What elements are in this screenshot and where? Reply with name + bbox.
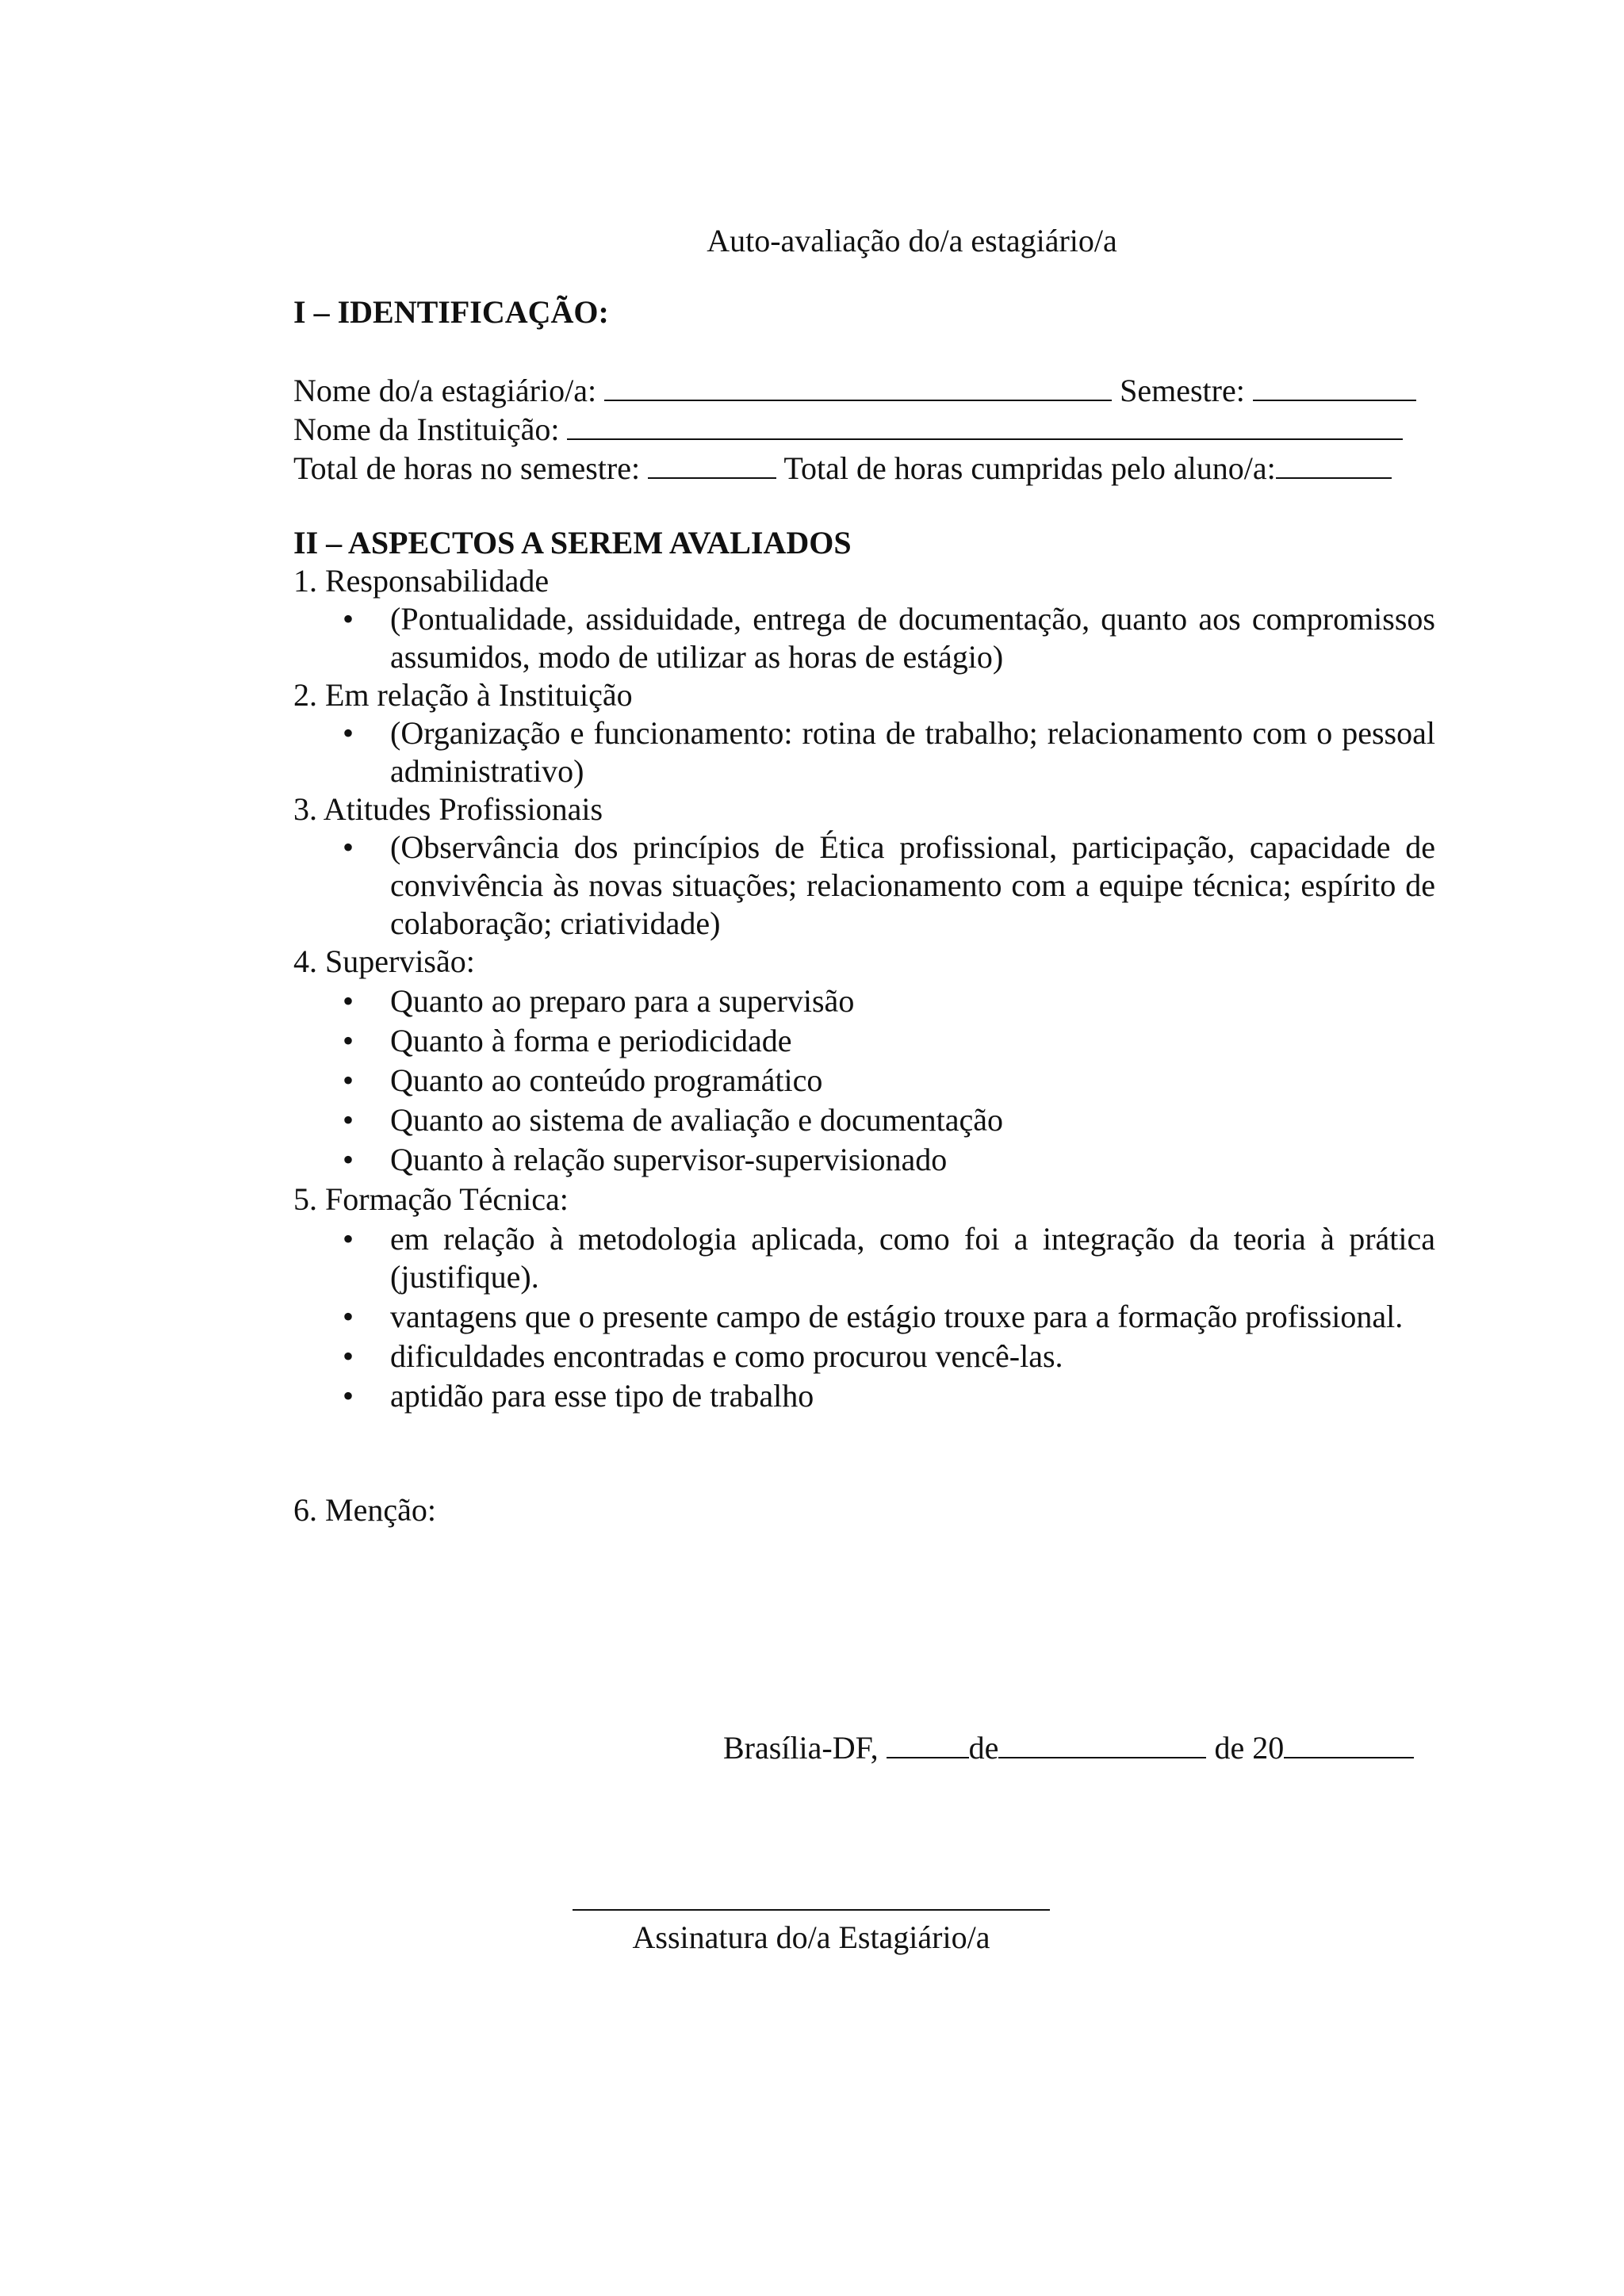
city-label: Brasília-DF,	[723, 1730, 879, 1766]
de-label-1: de	[968, 1730, 999, 1766]
bullet-text: aptidão para esse tipo de trabalho	[390, 1378, 814, 1414]
aspecto-label: 1. Responsabilidade	[293, 563, 550, 599]
bullet-item	[293, 1377, 1435, 1415]
aspecto-item	[293, 562, 1435, 676]
bullet-text: dificuldades encontradas e como procurou vencê-las.	[390, 1338, 1063, 1374]
bullet-dot-icon: •	[343, 1299, 354, 1334]
bullet-dot-icon: •	[343, 1378, 354, 1414]
nome-instituicao-blank[interactable]	[567, 410, 1403, 440]
de-label-2: de 20	[1214, 1730, 1285, 1766]
nome-instituicao-label: Nome da Instituição:	[293, 411, 560, 447]
day-blank[interactable]	[887, 1728, 969, 1758]
document-title: Auto-avaliação do/a estagiário/a	[707, 223, 1117, 258]
bullet-item	[293, 1298, 1435, 1336]
year-blank[interactable]	[1284, 1728, 1414, 1758]
aspecto-item	[293, 790, 1435, 943]
bullet-item	[293, 982, 1435, 1020]
signature-line[interactable]	[573, 1909, 1050, 1911]
month-blank[interactable]	[998, 1728, 1206, 1758]
bullet-item	[293, 1337, 1435, 1376]
bullet-text: (Observância dos princípios de Ética profissional, participação, capacidade de convivência às novas situações; relacionamento com a equipe técnica; espírito de colaboração; criatividade)	[390, 829, 1435, 941]
bullet-item	[293, 1101, 1435, 1139]
bullet-text: (Organização e funcionamento: rotina de trabalho; relacionamento com o pessoal administrativo)	[390, 715, 1435, 789]
semestre-label: Semestre:	[1120, 373, 1245, 408]
aspecto-bullets	[293, 714, 1435, 790]
bullet-text: em relação à metodologia aplicada, como foi a integração da teoria à prática (justifique).	[390, 1221, 1435, 1295]
bullet-item	[293, 828, 1435, 943]
bullet-dot-icon: •	[343, 1102, 354, 1138]
aspecto-label: 3. Atitudes Profissionais	[293, 791, 603, 827]
aspecto-bullets	[293, 1220, 1435, 1415]
bullet-text: Quanto à relação supervisor-supervisionado	[390, 1142, 948, 1177]
aspecto-bullets	[293, 600, 1435, 676]
bullet-item	[293, 1022, 1435, 1060]
bullet-dot-icon: •	[343, 983, 354, 1019]
aspecto-item	[293, 943, 1435, 1179]
nome-estagiario-label: Nome do/a estagiário/a:	[293, 373, 597, 408]
bullet-item	[293, 1062, 1435, 1100]
bullet-item	[293, 1141, 1435, 1179]
aspectos-heading: II – ASPECTOS A SEREM AVALIADOS	[293, 525, 852, 561]
semestre-blank[interactable]	[1253, 371, 1416, 401]
bullet-text: Quanto à forma e periodicidade	[390, 1023, 792, 1058]
bullet-text: Quanto ao preparo para a supervisão	[390, 983, 855, 1019]
bullet-item	[293, 714, 1435, 790]
bullet-text: Quanto ao conteúdo programático	[390, 1062, 823, 1098]
aspecto-bullets	[293, 982, 1435, 1179]
aspecto-label: 4. Supervisão:	[293, 943, 475, 979]
mencao-label: 6. Menção:	[293, 1492, 436, 1528]
bullet-text: vantagens que o presente campo de estágio trouxe para a formação profissional.	[390, 1299, 1404, 1334]
aspecto-item	[293, 676, 1435, 790]
identificacao-heading: I – IDENTIFICAÇÃO:	[293, 294, 609, 330]
bullet-dot-icon: •	[343, 715, 354, 751]
bullet-text: Quanto ao sistema de avaliação e documentação	[390, 1102, 1003, 1138]
bullet-item	[293, 1220, 1435, 1296]
bullet-dot-icon: •	[343, 1221, 354, 1257]
bullet-dot-icon: •	[343, 1023, 354, 1058]
document-content	[293, 222, 1435, 1561]
total-cumpridas-blank[interactable]	[1276, 449, 1392, 479]
aspecto-item	[293, 1181, 1435, 1415]
total-horas-blank[interactable]	[648, 449, 776, 479]
aspecto-bullets	[293, 828, 1435, 943]
total-horas-row	[293, 449, 1435, 488]
nome-instituicao-row	[293, 410, 1435, 449]
bullet-dot-icon: •	[343, 829, 354, 865]
date-line	[723, 1728, 1414, 1767]
nome-estagiario-row	[293, 371, 1435, 410]
bullet-item	[293, 600, 1435, 676]
bullet-dot-icon: •	[343, 1338, 354, 1374]
aspecto-label: 2. Em relação à Instituição	[293, 677, 633, 713]
nome-estagiario-blank[interactable]	[604, 371, 1112, 401]
aspecto-label: 5. Formação Técnica:	[293, 1181, 569, 1217]
bullet-dot-icon: •	[343, 1062, 354, 1098]
bullet-dot-icon: •	[343, 1142, 354, 1177]
signature-label: Assinatura do/a Estagiário/a	[632, 1919, 990, 1955]
bullet-dot-icon: •	[343, 601, 354, 637]
total-cumpridas-label: Total de horas cumpridas pelo aluno/a:	[783, 450, 1276, 486]
identificacao-fields	[293, 371, 1435, 488]
total-horas-label: Total de horas no semestre:	[293, 450, 641, 486]
bullet-text: (Pontualidade, assiduidade, entrega de documentação, quanto aos compromissos assumidos, modo de utilizar as horas de estágio)	[390, 601, 1435, 675]
